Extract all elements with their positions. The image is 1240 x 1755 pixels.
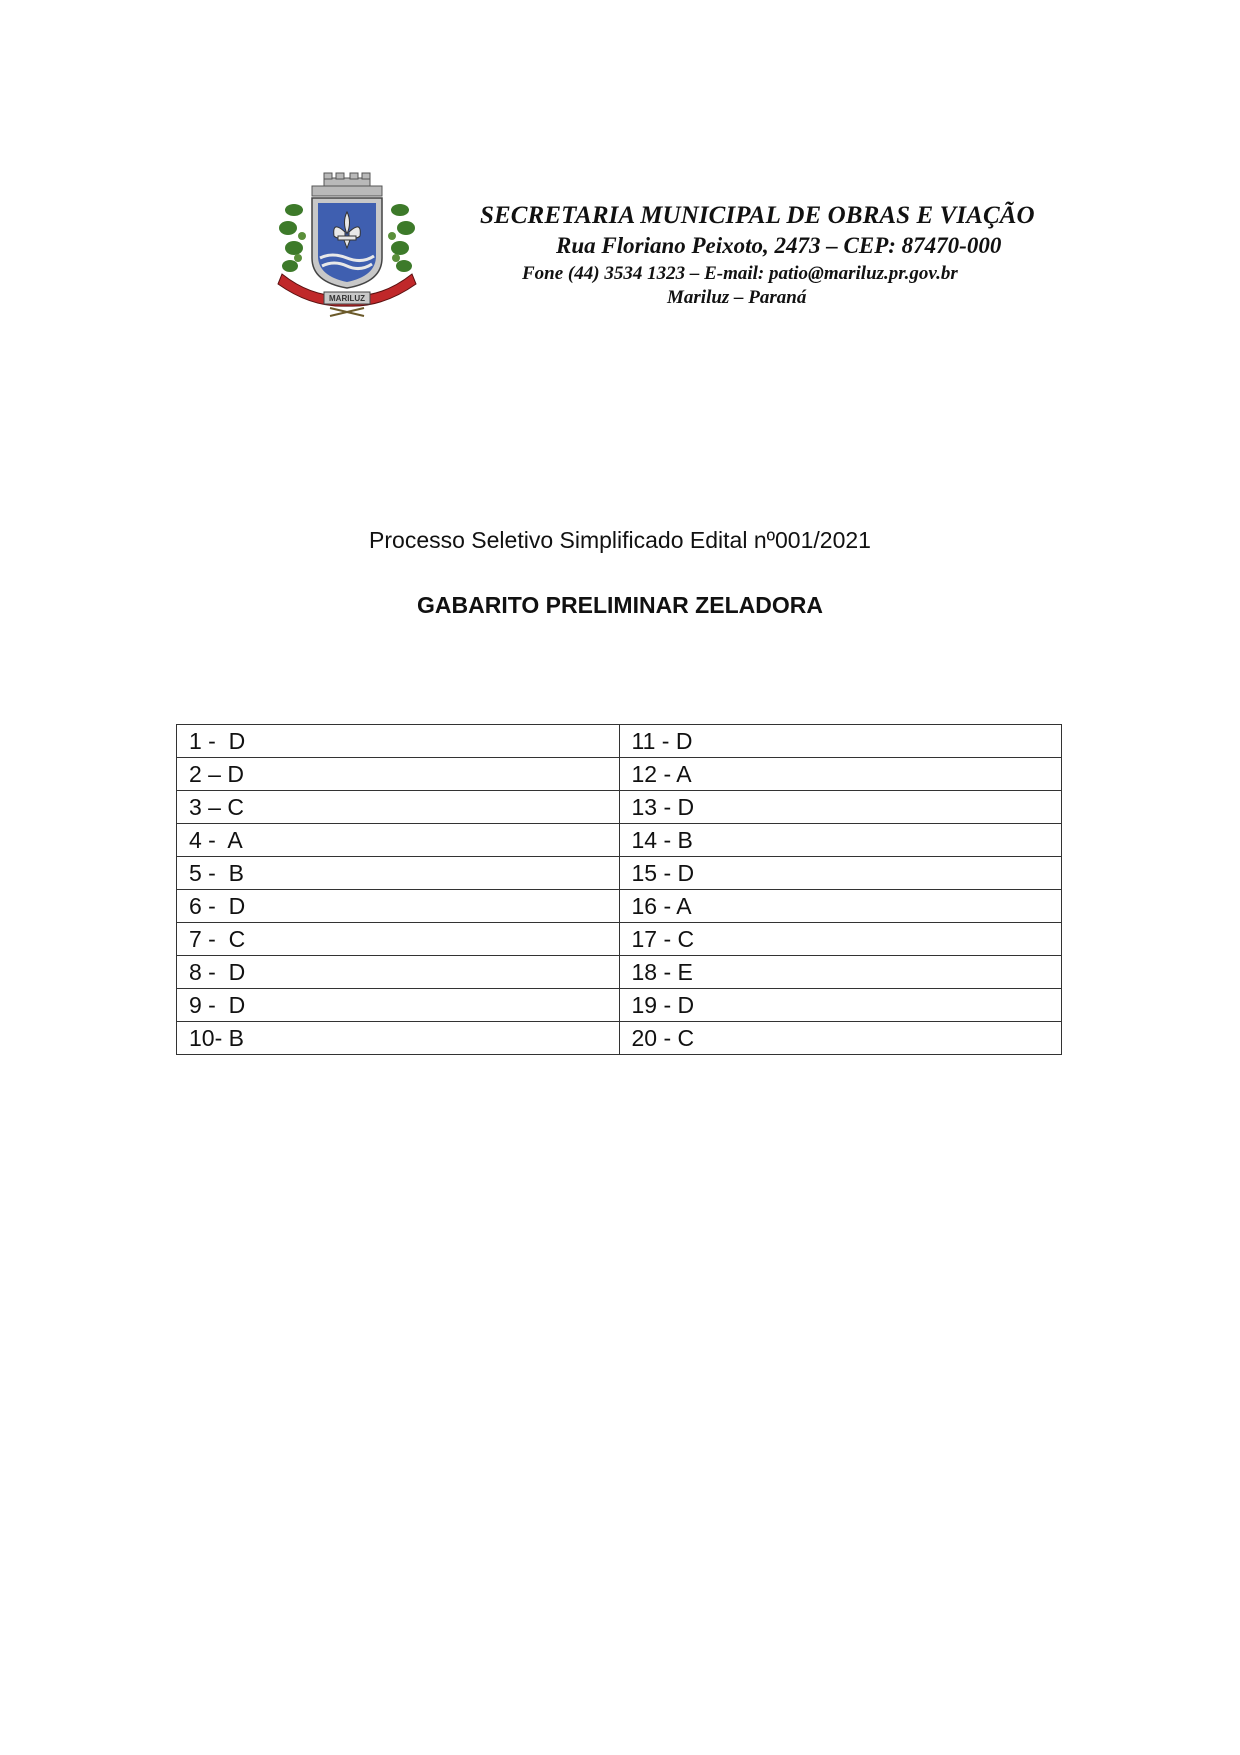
answer-cell: 19 - D <box>619 989 1062 1022</box>
answer-cell: 3 – C <box>177 791 620 824</box>
table-row <box>177 989 1062 1022</box>
answer-cell: 10- B <box>177 1022 620 1055</box>
letterhead-city: Mariluz – Paraná <box>667 287 807 308</box>
answer-key-table <box>176 724 1062 1055</box>
letterhead-address: Rua Floriano Peixoto, 2473 – CEP: 87470-000 <box>556 233 1002 258</box>
table-row <box>177 890 1062 923</box>
answer-cell: 12 - A <box>619 758 1062 791</box>
answer-cell: 6 - D <box>177 890 620 923</box>
table-row <box>177 725 1062 758</box>
answer-cell: 7 - C <box>177 923 620 956</box>
table-row <box>177 758 1062 791</box>
document-heading: GABARITO PRELIMINAR ZELADORA <box>417 592 823 618</box>
table-row <box>177 923 1062 956</box>
table-row <box>177 857 1062 890</box>
table-row <box>177 956 1062 989</box>
document-subtitle: Processo Seletivo Simplificado Edital nº001/2021 <box>369 527 871 553</box>
answer-cell: 13 - D <box>619 791 1062 824</box>
answer-cell: 8 - D <box>177 956 620 989</box>
answer-cell: 1 - D <box>177 725 620 758</box>
answer-cell: 16 - A <box>619 890 1062 923</box>
table-row <box>177 791 1062 824</box>
answer-cell: 11 - D <box>619 725 1062 758</box>
letterhead-title: SECRETARIA MUNICIPAL DE OBRAS E VIAÇÃO <box>480 202 1035 229</box>
answer-cell: 5 - B <box>177 857 620 890</box>
answer-cell: 15 - D <box>619 857 1062 890</box>
answer-cell: 2 – D <box>177 758 620 791</box>
municipal-crest <box>272 170 422 318</box>
answer-cell: 20 - C <box>619 1022 1062 1055</box>
answer-cell: 18 - E <box>619 956 1062 989</box>
crest-banner-text: MARILUZ <box>329 294 365 303</box>
answer-cell: 17 - C <box>619 923 1062 956</box>
answer-cell: 9 - D <box>177 989 620 1022</box>
answer-cell: 14 - B <box>619 824 1062 857</box>
answer-cell: 4 - A <box>177 824 620 857</box>
table-row <box>177 1022 1062 1055</box>
letterhead-contact: Fone (44) 3534 1323 – E-mail: patio@mariluz.pr.gov.br <box>522 263 958 284</box>
table-row <box>177 824 1062 857</box>
